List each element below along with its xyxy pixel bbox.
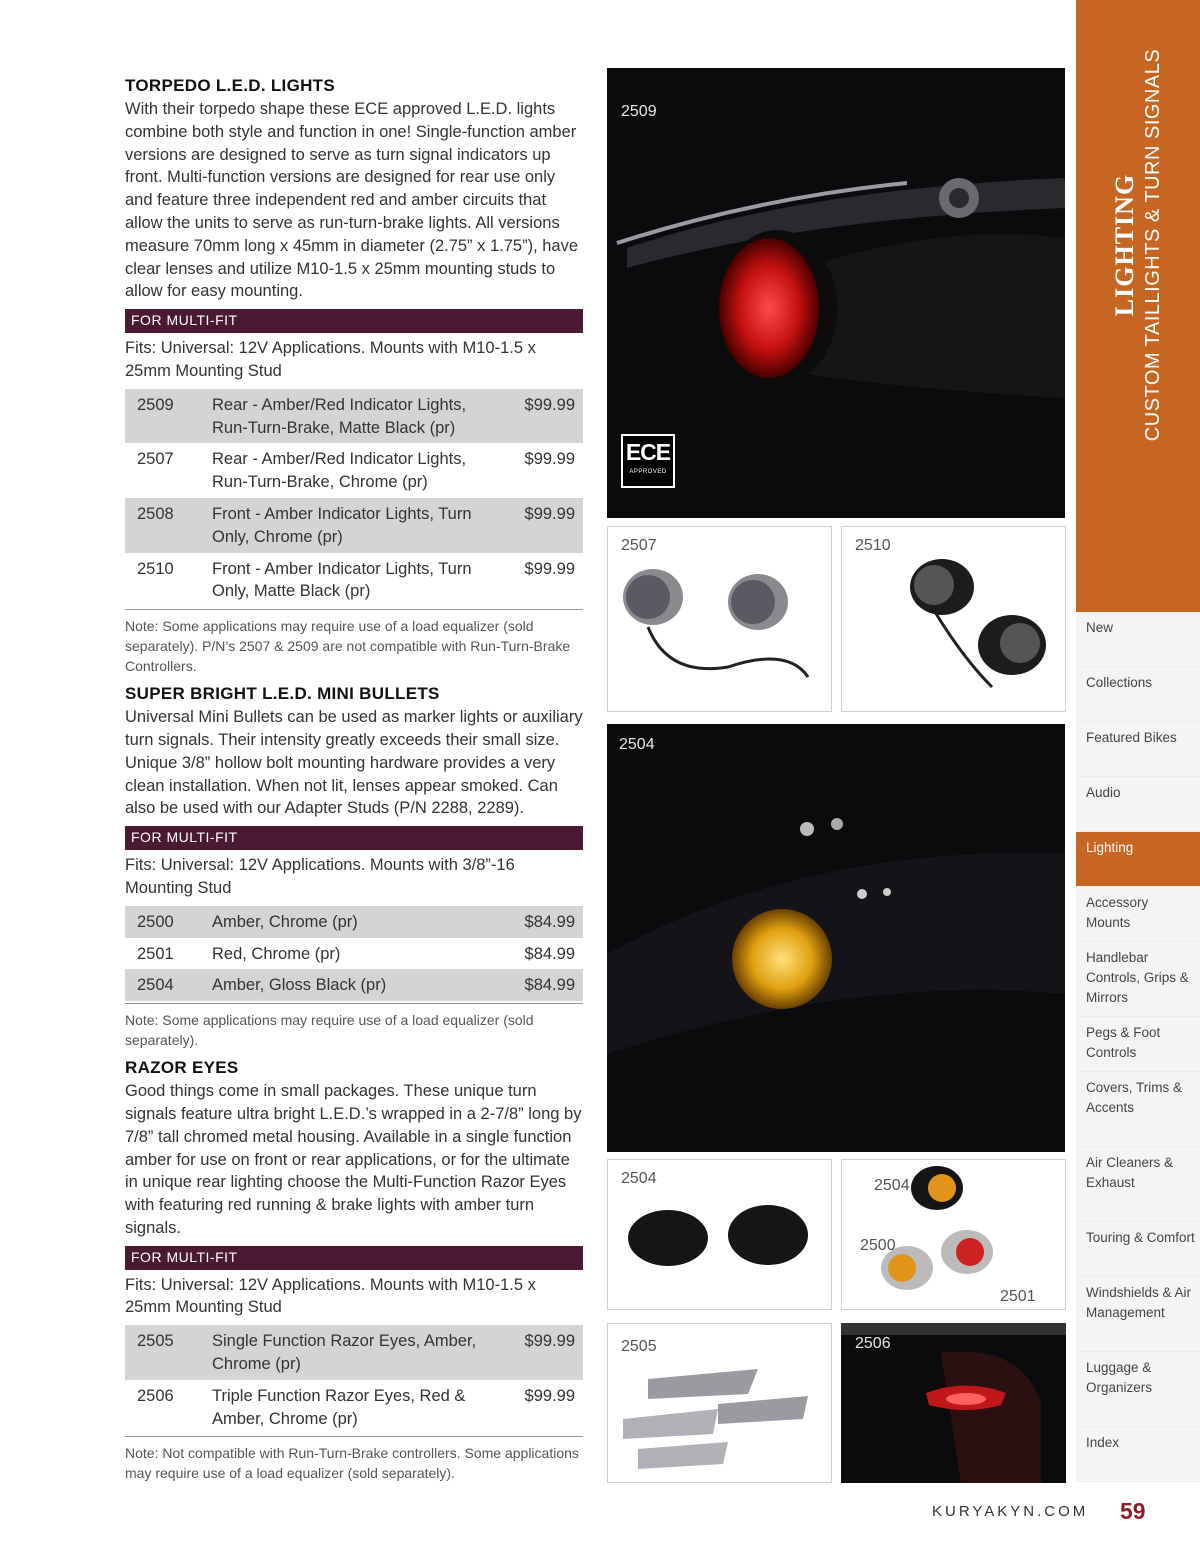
part-price: $84.99 [505,969,583,1001]
product-section [125,684,583,1050]
sidebar-item-pegs-foot-controls[interactable]: Pegs & Foot Controls [1076,1017,1200,1072]
photo-label: 2504 [619,736,655,753]
part-number: 2508 [125,498,212,553]
part-number: 2500 [125,906,212,938]
part-description: Amber, Chrome (pr) [212,906,505,938]
product-note: Note: Some applications may require use of a load equalizer (sold separately). P/N’s 2507 & 2509 are not compatible with Run-Turn-Brake Controllers. [125,618,571,675]
ece-badge-text: ECE [625,439,671,465]
fit-bar: FOR MULTI-FIT [125,826,583,850]
photo-label: 2507 [621,537,657,554]
part-price: $99.99 [505,498,583,553]
product-description: Universal Mini Bullets can be used as marker lights or auxiliary turn signals. Their intensity greatly exceeds their small size. Unique 3/8” hollow bolt mounting hardware provides a very clean installation. When not lit, lenses appear smoked. Can also be used with our Adapter Studs (P/N 2288, 2289). [125,708,583,818]
photo-label: 2510 [855,537,891,554]
table-row [125,906,583,938]
product-note: Note: Some applications may require use of a load equalizer (sold separately). [125,1012,534,1049]
sidebar-item-windshields[interactable]: Windshields & Air Management [1076,1277,1200,1352]
section-tab [1076,0,1200,612]
table-row [125,443,583,498]
part-price: $99.99 [524,559,575,578]
part-number: 2510 [137,559,174,578]
divider [125,1436,583,1437]
sidebar-item-accessory-mounts[interactable]: Accessory Mounts [1076,887,1200,942]
price-table [125,906,583,1001]
photo-mini-bullets-group [841,1159,1066,1310]
part-description: Rear - Amber/Red Indicator Lights, Run-Turn-Brake, Chrome (pr) [212,450,467,492]
fit-bar: FOR MULTI-FIT [125,1246,583,1270]
part-number: 2504 [125,969,212,1001]
sidebar-nav [1076,612,1200,1482]
mini-bullet-lit-image [607,724,1065,1152]
product-description: Good things come in small packages. These unique turn signals feature ultra bright L.E.D.’s wrapped in a 2-7/8” long by 7/8” tall chromed metal housing. Available in a single function amber for use on front or rear applications, or for the ultimate in unique rear lighting choose the Multi-Function Razor Eyes with featuring red running & brake lights with amber turn signals. [125,1082,582,1237]
section-tab-title [1110,49,1166,441]
part-price: $99.99 [524,1386,575,1405]
product-title: TORPEDO L.E.D. LIGHTS [125,76,336,95]
part-description: Single Function Razor Eyes, Amber, Chrome (pr) [212,1325,505,1380]
part-price: $99.99 [524,450,575,469]
divider [125,609,583,610]
part-number: 2506 [137,1386,174,1405]
part-description: Front - Amber Indicator Lights, Turn Only, Chrome (pr) [212,498,505,553]
photo-label: 2500 [860,1237,896,1254]
sidebar-item-air-cleaners[interactable]: Air Cleaners & Exhaust [1076,1147,1200,1222]
sidebar-item-lighting[interactable]: Lighting [1076,832,1200,887]
section-heading: LIGHTING [1110,173,1139,317]
divider [125,1003,583,1004]
taillight-image [607,68,1065,518]
table-row [125,389,583,444]
part-number: 2505 [125,1325,212,1380]
sidebar-item-index[interactable]: Index [1076,1427,1200,1482]
photo-2507 [607,526,832,712]
ece-badge-subtext: APPROVED [629,469,667,475]
photo-label: 2506 [855,1335,891,1352]
part-number: 2501 [137,944,174,963]
photo-2504-main [607,724,1065,1152]
photo-2506 [841,1323,1066,1483]
part-price: $99.99 [505,389,583,444]
section-subheading: CUSTOM TAILLIGHTS & TURN SIGNALS [1142,48,1164,442]
product-title: SUPER BRIGHT L.E.D. MINI BULLETS [125,684,440,704]
fitment-text: Fits: Universal: 12V Applications. Mounts with M10-1.5 x 25mm Mounting Stud [125,339,536,380]
photo-2505 [607,1323,832,1483]
table-row [125,1380,583,1435]
page-number: 59 [1120,1498,1146,1524]
part-description: Rear - Amber/Red Indicator Lights, Run-Turn-Brake, Matte Black (pr) [212,389,505,444]
photo-2504-small [607,1159,832,1310]
sidebar-item-luggage[interactable]: Luggage & Organizers [1076,1352,1200,1427]
photo-2509 [607,68,1065,518]
table-row [125,938,583,970]
part-price: $99.99 [505,1325,583,1380]
part-number: 2509 [125,389,212,444]
fitment-text: Fits: Universal: 12V Applications. Mounts with 3/8”-16 Mounting Stud [125,856,515,897]
photo-label: 2504 [621,1170,657,1187]
photo-label: 2501 [1000,1288,1036,1305]
part-description: Amber, Gloss Black (pr) [212,969,505,1001]
sidebar-item-featured-bikes[interactable]: Featured Bikes [1076,722,1200,777]
ece-approved-badge [621,434,675,488]
part-price: $84.99 [524,944,575,963]
price-table [125,389,583,607]
part-description: Red, Chrome (pr) [212,944,341,963]
sidebar-item-covers-trims[interactable]: Covers, Trims & Accents [1076,1072,1200,1147]
product-title: RAZOR EYES [125,1058,239,1078]
part-description: Triple Function Razor Eyes, Red & Amber, Chrome (pr) [212,1386,466,1428]
photo-label: 2505 [621,1338,657,1355]
part-description: Front - Amber Indicator Lights, Turn Only, Matte Black (pr) [212,559,472,601]
footer-website: KURYAKYN.COM [932,1503,1089,1520]
photo-2510 [841,526,1066,712]
product-description: With their torpedo shape these ECE approved L.E.D. lights combine both style and function in one! Single-function amber versions are designed to serve as turn signal indicators up front. Multi-function versions are designed for rear use only and feature three independent red and amber circuits that allow the units to serve as run-turn-brake lights. All versions measure 70mm long x 45mm in diameter (2.75” x 1.75”), have clear lenses and utilize M10-1.5 x 25mm mounting studs to allow for easy mounting. [125,100,579,301]
product-section [125,76,583,676]
sidebar-item-collections[interactable]: Collections [1076,667,1200,722]
table-row [125,969,583,1001]
part-price: $84.99 [505,906,583,938]
product-section [125,1058,583,1483]
sidebar-item-touring-comfort[interactable]: Touring & Comfort [1076,1222,1200,1277]
photo-label: 2504 [874,1177,910,1194]
fit-bar: FOR MULTI-FIT [125,309,583,333]
part-number: 2507 [137,450,174,469]
table-row [125,553,583,608]
sidebar-item-handlebar-controls[interactable]: Handlebar Controls, Grips & Mirrors [1076,942,1200,1017]
table-row [125,498,583,553]
product-column [125,76,583,1491]
price-table [125,1325,583,1434]
table-row [125,1325,583,1380]
product-note: Note: Not compatible with Run-Turn-Brake controllers. Some applications may require use of a load equalizer (sold separately). [125,1445,579,1482]
category-sidebar [1076,0,1200,1554]
fitment-text: Fits: Universal: 12V Applications. Mounts with M10-1.5 x 25mm Mounting Stud [125,1275,536,1317]
photo-label: 2509 [621,103,657,120]
sidebar-item-audio[interactable]: Audio [1076,777,1200,832]
sidebar-item-new[interactable]: New [1076,612,1200,667]
